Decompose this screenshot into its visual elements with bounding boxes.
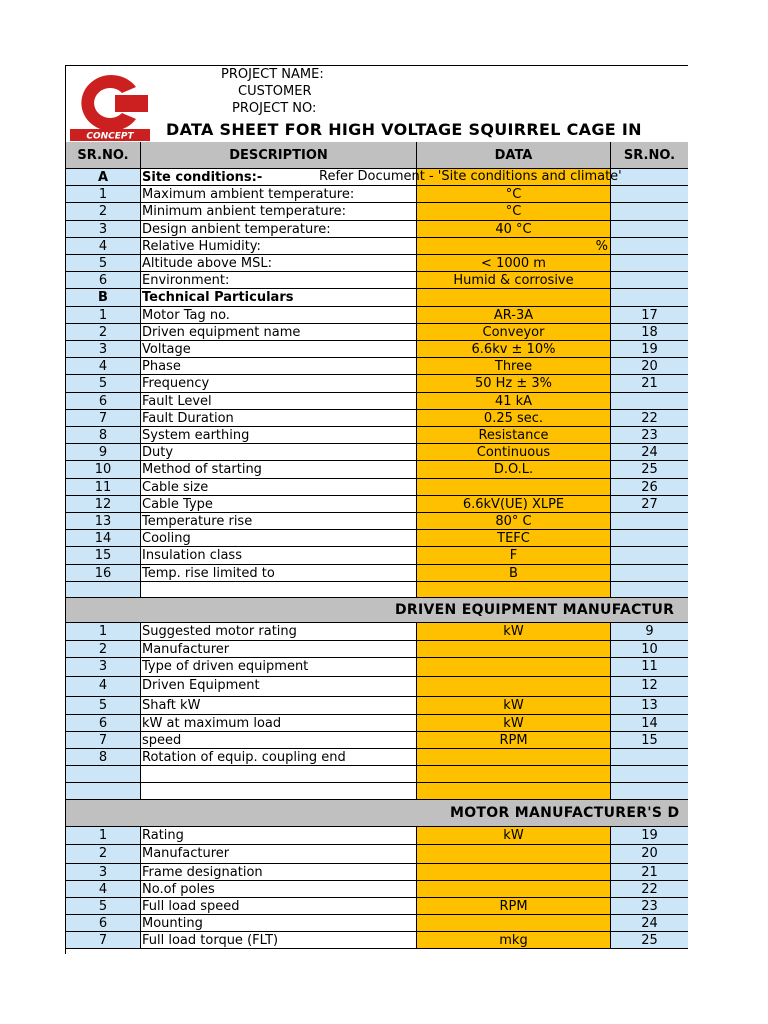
sr-cell-2 bbox=[611, 393, 688, 410]
motor-section-title: MOTOR MANUFACTURER'S D bbox=[450, 805, 680, 821]
table-row bbox=[66, 444, 688, 461]
table-row bbox=[66, 307, 688, 324]
sr-cell-2: 17 bbox=[611, 307, 688, 324]
sr-cell: 5 bbox=[66, 255, 141, 272]
description-cell: Relative Humidity: bbox=[141, 238, 417, 255]
description-cell: Fault Duration bbox=[141, 410, 417, 427]
col-header-srno: SR.NO. bbox=[66, 142, 141, 169]
sr-cell-2 bbox=[611, 255, 688, 272]
table-row bbox=[66, 565, 688, 582]
description-cell: Phase bbox=[141, 358, 417, 375]
table-row bbox=[66, 186, 688, 203]
table-row bbox=[66, 375, 688, 392]
project-no-label: PROJECT NO: bbox=[232, 101, 317, 116]
table-row bbox=[66, 732, 688, 749]
table-row bbox=[66, 915, 688, 932]
driven-equipment-section-header bbox=[66, 598, 688, 623]
sr-cell: 5 bbox=[66, 697, 141, 715]
description-cell: Rating bbox=[141, 827, 417, 845]
table-row bbox=[66, 641, 688, 658]
sr-cell: 1 bbox=[66, 186, 141, 203]
sr-cell-2: 18 bbox=[611, 324, 688, 341]
table-row bbox=[66, 324, 688, 341]
data-cell: % bbox=[417, 238, 611, 255]
data-cell bbox=[417, 881, 611, 898]
site-section-label: Site conditions:- bbox=[141, 169, 417, 186]
table-row bbox=[66, 461, 688, 478]
sr-cell: 14 bbox=[66, 530, 141, 547]
table-row bbox=[66, 749, 688, 766]
description-cell: Voltage bbox=[141, 341, 417, 358]
description-cell: Motor Tag no. bbox=[141, 307, 417, 324]
sr-cell-2 bbox=[611, 547, 688, 564]
table-row bbox=[66, 677, 688, 697]
table-row bbox=[66, 547, 688, 564]
site-section-sr: A bbox=[66, 169, 141, 186]
sr-cell: 3 bbox=[66, 864, 141, 881]
sr-cell: 11 bbox=[66, 479, 141, 496]
description-cell: Maximum ambient temperature: bbox=[141, 186, 417, 203]
sr-cell-2: 19 bbox=[611, 827, 688, 845]
sr-cell-2: 25 bbox=[611, 461, 688, 478]
table-row bbox=[66, 341, 688, 358]
sr-cell bbox=[66, 766, 141, 783]
sr-cell-2: 15 bbox=[611, 732, 688, 749]
data-cell: < 1000 m bbox=[417, 255, 611, 272]
table-row bbox=[66, 358, 688, 375]
sr-cell-2: 9 bbox=[611, 623, 688, 641]
sr-cell-2: 10 bbox=[611, 641, 688, 658]
data-cell bbox=[417, 479, 611, 496]
sr-cell bbox=[66, 582, 141, 598]
sr-cell-2 bbox=[611, 783, 688, 800]
sr-cell: 15 bbox=[66, 547, 141, 564]
data-cell bbox=[417, 766, 611, 783]
sr-cell-2: 22 bbox=[611, 881, 688, 898]
data-sheet bbox=[65, 65, 688, 954]
description-cell: Frequency bbox=[141, 375, 417, 392]
sr-cell: 6 bbox=[66, 915, 141, 932]
sr-cell-2 bbox=[611, 238, 688, 255]
description-cell bbox=[141, 766, 417, 783]
table-row bbox=[66, 697, 688, 715]
sr-cell-2: 23 bbox=[611, 427, 688, 444]
sr-cell-2: 20 bbox=[611, 845, 688, 864]
description-cell: Environment: bbox=[141, 272, 417, 289]
sr-cell-2 bbox=[611, 749, 688, 766]
description-cell: Temp. rise limited to bbox=[141, 565, 417, 582]
description-cell: Manufacturer bbox=[141, 641, 417, 658]
sr-cell-2: 21 bbox=[611, 375, 688, 392]
table-row bbox=[66, 272, 688, 289]
sheet-header bbox=[66, 66, 688, 142]
sr-cell-2: 26 bbox=[611, 479, 688, 496]
sr-cell: 2 bbox=[66, 203, 141, 220]
sr-cell-2: 12 bbox=[611, 677, 688, 697]
sr-cell: 2 bbox=[66, 641, 141, 658]
data-cell bbox=[417, 749, 611, 766]
data-cell: kW bbox=[417, 697, 611, 715]
sr-cell-2: 22 bbox=[611, 410, 688, 427]
column-header-row bbox=[66, 142, 688, 169]
description-cell: speed bbox=[141, 732, 417, 749]
description-cell: Type of driven equipment bbox=[141, 658, 417, 677]
data-cell: mkg bbox=[417, 932, 611, 949]
data-cell bbox=[417, 658, 611, 677]
concept-logo bbox=[70, 69, 150, 141]
sr-cell: 1 bbox=[66, 827, 141, 845]
sr-cell-2: 23 bbox=[611, 898, 688, 915]
description-cell: Fault Level bbox=[141, 393, 417, 410]
sr-cell: 13 bbox=[66, 513, 141, 530]
sr-cell: 10 bbox=[66, 461, 141, 478]
col-header-description: DESCRIPTION bbox=[141, 142, 417, 169]
data-cell: RPM bbox=[417, 898, 611, 915]
table-row bbox=[66, 932, 688, 949]
description-cell: Full load speed bbox=[141, 898, 417, 915]
sr-cell: 4 bbox=[66, 677, 141, 697]
col-header-srno-2: SR.NO. bbox=[611, 142, 688, 169]
table-row bbox=[66, 289, 688, 306]
data-cell: kW bbox=[417, 827, 611, 845]
data-cell: TEFC bbox=[417, 530, 611, 547]
sr-cell: 6 bbox=[66, 715, 141, 732]
table-row bbox=[66, 479, 688, 496]
sr-cell-2 bbox=[611, 186, 688, 203]
description-cell: Altitude above MSL: bbox=[141, 255, 417, 272]
sr-cell: 6 bbox=[66, 393, 141, 410]
description-cell: Duty bbox=[141, 444, 417, 461]
description-cell bbox=[141, 582, 417, 598]
data-cell: kW bbox=[417, 623, 611, 641]
sr-cell-2 bbox=[611, 530, 688, 547]
sr-cell-2: 14 bbox=[611, 715, 688, 732]
sr-cell-2 bbox=[611, 582, 688, 598]
sr-cell: 6 bbox=[66, 272, 141, 289]
sr-cell: 1 bbox=[66, 623, 141, 641]
sr-cell: 8 bbox=[66, 427, 141, 444]
description-cell: Cable size bbox=[141, 479, 417, 496]
sr-cell: 4 bbox=[66, 238, 141, 255]
sr-cell: 7 bbox=[66, 732, 141, 749]
technical-section-label: Technical Particulars bbox=[141, 289, 417, 306]
data-cell: 40 °C bbox=[417, 221, 611, 238]
table-row bbox=[66, 715, 688, 732]
table-row bbox=[66, 783, 688, 800]
table-row bbox=[66, 530, 688, 547]
site-conditions-reference: Refer Document - 'Site conditions and climate' bbox=[319, 169, 622, 184]
description-cell: Shaft kW bbox=[141, 697, 417, 715]
description-cell: System earthing bbox=[141, 427, 417, 444]
data-cell: Humid & corrosive bbox=[417, 272, 611, 289]
data-cell bbox=[417, 783, 611, 800]
table-row bbox=[66, 238, 688, 255]
data-cell: kW bbox=[417, 715, 611, 732]
sr-cell-2 bbox=[611, 766, 688, 783]
description-cell: No.of poles bbox=[141, 881, 417, 898]
data-cell: B bbox=[417, 565, 611, 582]
sr-cell: 16 bbox=[66, 565, 141, 582]
sr-cell: 7 bbox=[66, 932, 141, 949]
sr-cell-2 bbox=[611, 289, 688, 306]
data-cell bbox=[417, 915, 611, 932]
data-cell: Continuous bbox=[417, 444, 611, 461]
table-row bbox=[66, 623, 688, 641]
sr-cell: 5 bbox=[66, 375, 141, 392]
table-row bbox=[66, 658, 688, 677]
description-cell: Rotation of equip. coupling end bbox=[141, 749, 417, 766]
data-cell: 80° C bbox=[417, 513, 611, 530]
data-cell bbox=[417, 582, 611, 598]
description-cell: Mounting bbox=[141, 915, 417, 932]
motor-manufacturer-section-header bbox=[66, 800, 688, 827]
table-row bbox=[66, 393, 688, 410]
description-cell: Design anbient temperature: bbox=[141, 221, 417, 238]
description-cell: kW at maximum load bbox=[141, 715, 417, 732]
data-cell bbox=[417, 845, 611, 864]
svg-text:CONCEPT: CONCEPT bbox=[86, 131, 134, 141]
description-cell: Frame designation bbox=[141, 864, 417, 881]
description-cell: Method of starting bbox=[141, 461, 417, 478]
sr-cell-2: 24 bbox=[611, 444, 688, 461]
sr-cell: 5 bbox=[66, 898, 141, 915]
description-cell: Driven Equipment bbox=[141, 677, 417, 697]
sr-cell: 9 bbox=[66, 444, 141, 461]
sr-cell: 7 bbox=[66, 410, 141, 427]
data-cell: 6.6kV(UE) XLPE bbox=[417, 496, 611, 513]
table-row bbox=[66, 255, 688, 272]
data-cell: 41 kA bbox=[417, 393, 611, 410]
description-cell: Temperature rise bbox=[141, 513, 417, 530]
data-cell: °C bbox=[417, 203, 611, 220]
description-cell: Insulation class bbox=[141, 547, 417, 564]
sr-cell: 2 bbox=[66, 324, 141, 341]
sr-cell-2: 25 bbox=[611, 932, 688, 949]
sr-cell-2 bbox=[611, 203, 688, 220]
data-cell bbox=[417, 641, 611, 658]
sr-cell-2: 11 bbox=[611, 658, 688, 677]
table-row bbox=[66, 582, 688, 598]
data-cell: D.O.L. bbox=[417, 461, 611, 478]
sr-cell-2: 27 bbox=[611, 496, 688, 513]
sr-cell: 1 bbox=[66, 307, 141, 324]
data-cell: 0.25 sec. bbox=[417, 410, 611, 427]
data-cell: F bbox=[417, 547, 611, 564]
description-cell: Cable Type bbox=[141, 496, 417, 513]
table-row bbox=[66, 221, 688, 238]
sr-cell-2 bbox=[611, 221, 688, 238]
sr-cell-2: 19 bbox=[611, 341, 688, 358]
table-row bbox=[66, 864, 688, 881]
project-name-label: PROJECT NAME: bbox=[221, 67, 324, 82]
description-cell: Suggested motor rating bbox=[141, 623, 417, 641]
sr-cell: 8 bbox=[66, 749, 141, 766]
sr-cell: 3 bbox=[66, 658, 141, 677]
sr-cell-2: 20 bbox=[611, 358, 688, 375]
table-row bbox=[66, 203, 688, 220]
sr-cell-2 bbox=[611, 513, 688, 530]
table-row bbox=[66, 827, 688, 845]
data-cell: °C bbox=[417, 186, 611, 203]
table-row bbox=[66, 881, 688, 898]
sr-cell-2 bbox=[611, 169, 688, 186]
driven-section-title: DRIVEN EQUIPMENT MANUFACTUR bbox=[395, 602, 675, 618]
description-cell: Driven equipment name bbox=[141, 324, 417, 341]
description-cell bbox=[141, 783, 417, 800]
table-row bbox=[66, 898, 688, 915]
data-cell: Conveyor bbox=[417, 324, 611, 341]
sr-cell-2: 21 bbox=[611, 864, 688, 881]
technical-section-sr: B bbox=[66, 289, 141, 306]
description-cell: Full load torque (FLT) bbox=[141, 932, 417, 949]
data-cell bbox=[417, 864, 611, 881]
sr-cell bbox=[66, 783, 141, 800]
table-row bbox=[66, 410, 688, 427]
table-row bbox=[66, 766, 688, 783]
data-cell: 50 Hz ± 3% bbox=[417, 375, 611, 392]
data-cell: RPM bbox=[417, 732, 611, 749]
sr-cell: 3 bbox=[66, 221, 141, 238]
description-cell: Cooling bbox=[141, 530, 417, 547]
table-row bbox=[66, 496, 688, 513]
data-cell: 6.6kv ± 10% bbox=[417, 341, 611, 358]
sr-cell-2 bbox=[611, 565, 688, 582]
sr-cell: 3 bbox=[66, 341, 141, 358]
sr-cell-2: 24 bbox=[611, 915, 688, 932]
sr-cell: 4 bbox=[66, 358, 141, 375]
table-row bbox=[66, 845, 688, 864]
sr-cell-2 bbox=[611, 272, 688, 289]
sr-cell: 12 bbox=[66, 496, 141, 513]
data-cell: AR-3A bbox=[417, 307, 611, 324]
sr-cell: 4 bbox=[66, 881, 141, 898]
data-cell: Resistance bbox=[417, 427, 611, 444]
description-cell: Manufacturer bbox=[141, 845, 417, 864]
table-row bbox=[66, 513, 688, 530]
description-cell: Minimum anbient temperature: bbox=[141, 203, 417, 220]
customer-label: CUSTOMER bbox=[238, 84, 312, 99]
data-cell: Three bbox=[417, 358, 611, 375]
data-cell bbox=[417, 677, 611, 697]
table-row bbox=[66, 427, 688, 444]
col-header-data: DATA bbox=[417, 142, 611, 169]
sr-cell-2: 13 bbox=[611, 697, 688, 715]
sheet-title: DATA SHEET FOR HIGH VOLTAGE SQUIRREL CAGE IN bbox=[166, 120, 642, 139]
data-cell bbox=[417, 289, 611, 306]
sr-cell: 2 bbox=[66, 845, 141, 864]
